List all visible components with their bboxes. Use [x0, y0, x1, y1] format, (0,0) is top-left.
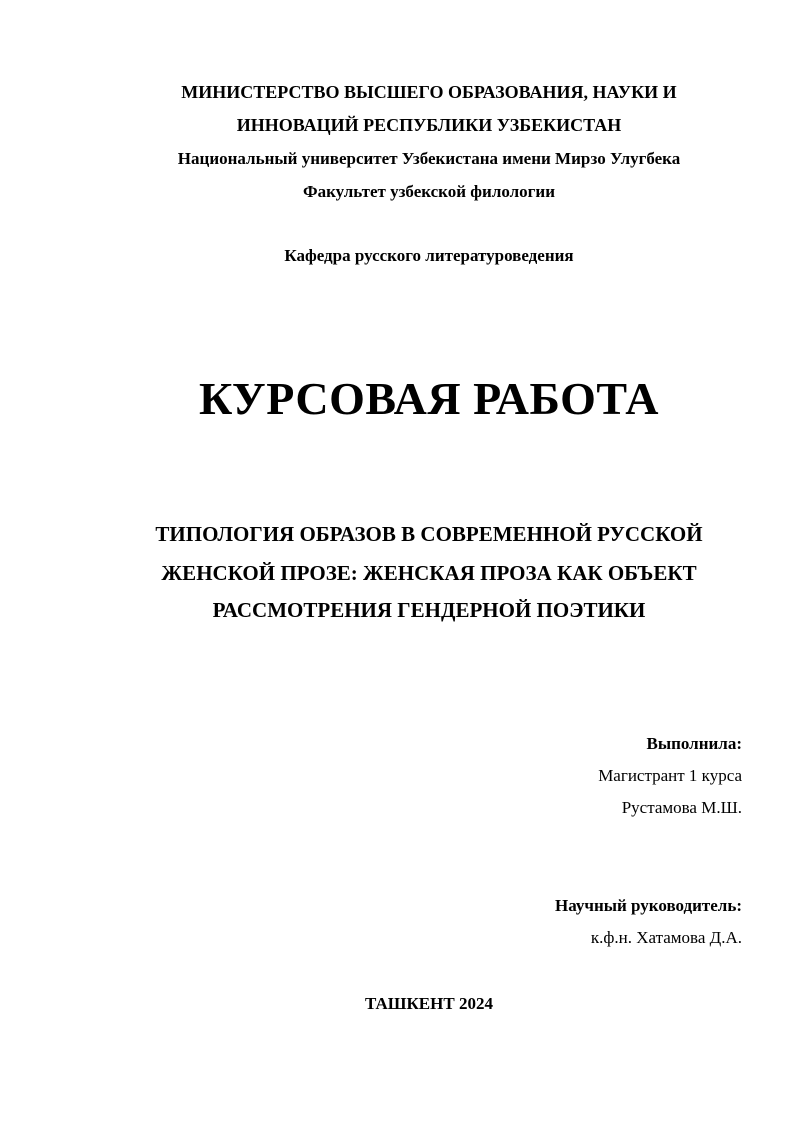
topic-line-1: ТИПОЛОГИЯ ОБРАЗОВ В СОВРЕМЕННОЙ РУССКОЙ	[155, 522, 703, 546]
university-name: Национальный университет Узбекистана имени Мирзо Улугбека	[177, 149, 681, 168]
author-name: Рустамова М.Ш.	[621, 798, 742, 817]
topic-line-2: ЖЕНСКОЙ ПРОЗЕ: ЖЕНСКАЯ ПРОЗА КАК ОБЪЕКТ	[161, 561, 697, 585]
topic-line-3: РАССМОТРЕНИЯ ГЕНДЕРНОЙ ПОЭТИКИ	[212, 598, 646, 622]
supervisor-label: Научный руководитель:	[555, 896, 742, 915]
document-title: КУРСОВАЯ РАБОТА	[199, 373, 659, 424]
supervisor-name: к.ф.н. Хатамова Д.А.	[590, 928, 742, 947]
city-year: ТАШКЕНТ 2024	[365, 994, 493, 1013]
faculty-name: Факультет узбекской филологии	[302, 182, 555, 201]
ministry-line-1: МИНИСТЕРСТВО ВЫСШЕГО ОБРАЗОВАНИЯ, НАУКИ И	[181, 82, 677, 102]
department-name: Кафедра русского литературоведения	[284, 246, 574, 265]
author-position: Магистрант 1 курса	[598, 766, 742, 785]
ministry-line-2: ИННОВАЦИЙ РЕСПУБЛИКИ УЗБЕКИСТАН	[236, 115, 622, 135]
author-label: Выполнила:	[646, 734, 742, 753]
